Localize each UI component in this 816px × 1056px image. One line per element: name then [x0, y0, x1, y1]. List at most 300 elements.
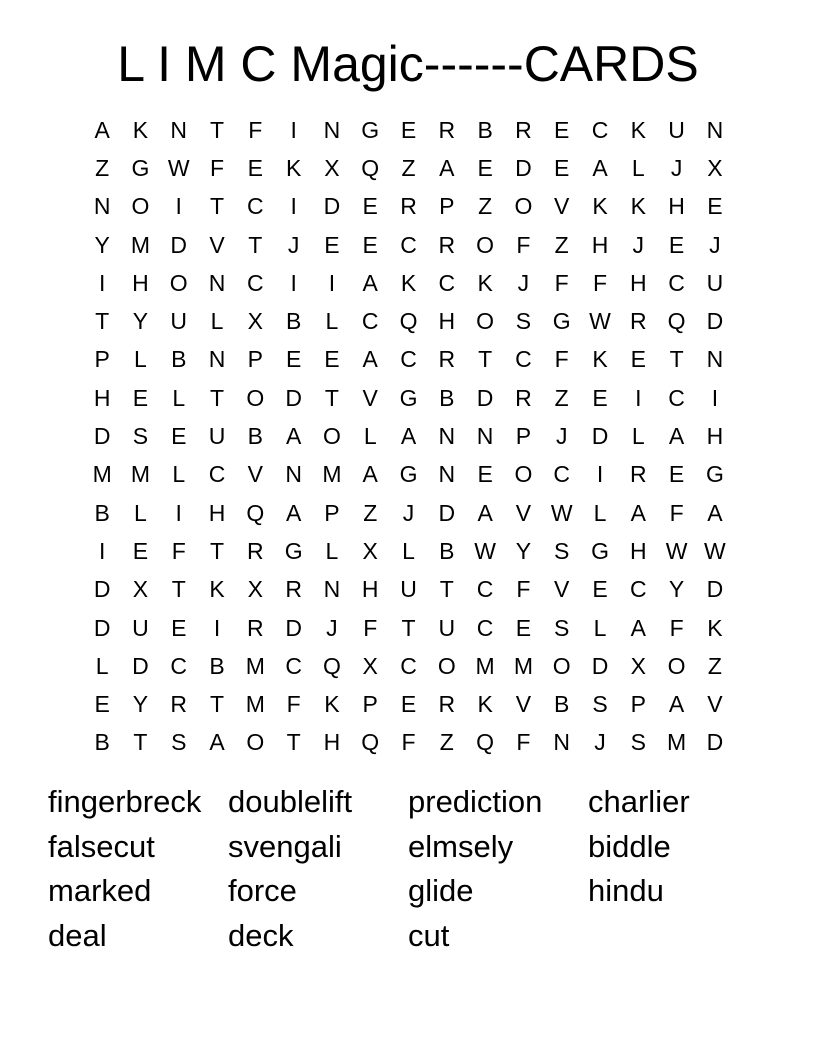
- grid-letter: X: [707, 154, 723, 181]
- grid-letter: F: [554, 346, 569, 373]
- grid-letter: R: [438, 116, 456, 143]
- grid-letter: I: [290, 269, 297, 296]
- grid-letter: H: [629, 269, 647, 296]
- grid-letter: C: [285, 652, 302, 679]
- grid-letter: M: [667, 729, 687, 756]
- grid-letter: N: [208, 269, 226, 296]
- grid-letter: I: [711, 384, 719, 411]
- grid-letter: C: [361, 308, 379, 335]
- grid-letter: T: [669, 346, 684, 373]
- word-list-item: marked: [48, 873, 152, 909]
- grid-letter: R: [515, 384, 532, 411]
- grid-letter: L: [134, 346, 147, 373]
- grid-letter: E: [554, 116, 570, 143]
- grid-letter: W: [704, 537, 726, 564]
- grid-letter: N: [706, 346, 724, 373]
- grid-letter: E: [515, 614, 532, 641]
- grid-letter: A: [630, 499, 646, 526]
- grid-letter: H: [208, 499, 226, 526]
- grid-letter: I: [98, 537, 106, 564]
- grid-letter: J: [402, 499, 415, 526]
- grid-letter: K: [477, 269, 493, 296]
- grid-letter: D: [93, 423, 111, 450]
- grid-letter: Q: [399, 308, 418, 335]
- word-search-grid: [83, 111, 734, 762]
- grid-letter: K: [630, 116, 646, 143]
- grid-letter: F: [669, 614, 684, 641]
- grid-letter: O: [514, 461, 533, 488]
- grid-letter: T: [210, 537, 225, 564]
- grid-letter: B: [477, 116, 493, 143]
- grid-letter: O: [246, 384, 265, 411]
- grid-letter: S: [132, 423, 149, 450]
- grid-letter: X: [132, 576, 149, 603]
- grid-letter: R: [400, 193, 417, 220]
- grid-letter: Z: [401, 154, 416, 181]
- grid-letter: T: [439, 576, 454, 603]
- grid-letter: A: [592, 154, 608, 181]
- grid-letter: C: [400, 652, 417, 679]
- grid-letter: N: [285, 461, 302, 488]
- grid-letter: P: [630, 691, 646, 718]
- grid-letter: D: [706, 308, 724, 335]
- grid-letter: A: [362, 269, 378, 296]
- grid-letter: L: [134, 499, 147, 526]
- grid-letter: V: [515, 499, 532, 526]
- grid-letter: Y: [515, 537, 532, 564]
- grid-letter: L: [172, 384, 186, 411]
- grid-letter: O: [437, 652, 456, 679]
- grid-letter: M: [130, 231, 151, 258]
- grid-letter: B: [209, 652, 225, 679]
- grid-letter: M: [322, 461, 342, 488]
- grid-letter: F: [210, 154, 225, 181]
- grid-letter: E: [171, 614, 187, 641]
- grid-letter: X: [324, 154, 340, 181]
- grid-letter: A: [285, 499, 302, 526]
- grid-letter: E: [285, 346, 302, 373]
- grid-letter: C: [170, 652, 188, 679]
- grid-letter: A: [630, 614, 646, 641]
- grid-letter: L: [325, 537, 339, 564]
- grid-letter: Q: [667, 308, 686, 335]
- grid-letter: E: [132, 537, 149, 564]
- grid-letter: P: [324, 499, 340, 526]
- grid-letter: T: [324, 384, 339, 411]
- grid-letter: T: [171, 576, 186, 603]
- grid-letter: U: [438, 614, 456, 641]
- grid-letter: W: [550, 499, 573, 526]
- grid-letter: R: [285, 576, 302, 603]
- word-list-item: doublelift: [228, 784, 353, 819]
- grid-letter: F: [554, 269, 569, 296]
- grid-letter: E: [400, 691, 417, 718]
- grid-letter: B: [554, 691, 570, 718]
- grid-letter: U: [132, 614, 149, 641]
- grid-letter: T: [210, 116, 225, 143]
- grid-letter: E: [247, 154, 263, 181]
- grid-letter: V: [554, 576, 570, 603]
- grid-letter: A: [94, 116, 110, 143]
- grid-letter: O: [131, 193, 150, 220]
- word-list-item: svengali: [228, 828, 342, 864]
- grid-letter: K: [477, 691, 493, 718]
- word-list-item: biddle: [588, 828, 671, 864]
- grid-letter: V: [515, 691, 532, 718]
- grid-letter: K: [592, 193, 608, 220]
- grid-letter: X: [362, 652, 378, 679]
- grid-letter: R: [629, 461, 647, 488]
- grid-letter: X: [247, 308, 263, 335]
- grid-letter: M: [130, 461, 151, 488]
- grid-letter: U: [208, 423, 226, 450]
- grid-letter: D: [93, 576, 111, 603]
- grid-letter: Q: [322, 652, 341, 679]
- grid-letter: S: [592, 691, 608, 718]
- grid-letter: A: [285, 423, 302, 450]
- grid-letter: C: [247, 269, 264, 296]
- page-title: L I M C Magic------CARDS: [117, 36, 699, 92]
- grid-letter: S: [630, 729, 646, 756]
- grid-letter: M: [475, 652, 495, 679]
- grid-letter: Q: [246, 499, 265, 526]
- grid-letter: Z: [95, 154, 110, 181]
- grid-letter: H: [93, 384, 111, 411]
- grid-letter: R: [629, 308, 647, 335]
- grid-letter: V: [209, 231, 225, 258]
- grid-letter: Z: [363, 499, 378, 526]
- grid-letter: D: [93, 614, 111, 641]
- grid-letter: Z: [478, 193, 493, 220]
- grid-letter: B: [285, 308, 302, 335]
- grid-letter: G: [399, 461, 418, 488]
- grid-letter: T: [401, 614, 416, 641]
- grid-letter: X: [247, 576, 263, 603]
- grid-letter: I: [290, 116, 297, 143]
- grid-letter: J: [594, 729, 606, 756]
- grid-letter: N: [170, 116, 188, 143]
- grid-letter: F: [516, 576, 531, 603]
- grid-letter: B: [94, 499, 110, 526]
- grid-letter: Z: [554, 384, 569, 411]
- grid-letter: H: [438, 308, 456, 335]
- grid-letter: O: [322, 423, 341, 450]
- grid-letter: N: [553, 729, 571, 756]
- word-list-item: deal: [48, 918, 107, 954]
- grid-letter: K: [209, 576, 225, 603]
- grid-letter: N: [93, 193, 111, 220]
- grid-letter: A: [362, 346, 378, 373]
- word-list-item: glide: [408, 873, 474, 909]
- grid-letter: L: [172, 461, 186, 488]
- grid-letter: J: [632, 231, 645, 258]
- grid-letter: D: [515, 154, 532, 181]
- grid-letter: I: [596, 461, 604, 488]
- grid-letter: T: [133, 729, 148, 756]
- grid-letter: V: [554, 193, 570, 220]
- grid-letter: U: [170, 308, 188, 335]
- grid-letter: R: [247, 614, 264, 641]
- grid-letter: D: [591, 652, 609, 679]
- grid-letter: I: [98, 269, 106, 296]
- grid-letter: A: [668, 691, 685, 718]
- grid-letter: F: [248, 116, 263, 143]
- grid-letter: H: [591, 231, 609, 258]
- grid-letter: E: [400, 116, 417, 143]
- grid-letter: O: [246, 729, 265, 756]
- grid-letter: P: [515, 423, 532, 450]
- grid-letter: M: [245, 652, 265, 679]
- grid-letter: D: [438, 499, 456, 526]
- grid-letter: N: [438, 423, 456, 450]
- grid-letter: I: [328, 269, 336, 296]
- grid-letter: E: [668, 461, 685, 488]
- grid-letter: V: [707, 691, 723, 718]
- grid-letter: J: [555, 423, 568, 450]
- grid-letter: J: [709, 231, 721, 258]
- grid-letter: T: [210, 384, 225, 411]
- grid-letter: E: [477, 461, 493, 488]
- grid-letter: S: [554, 614, 570, 641]
- grid-letter: E: [324, 231, 340, 258]
- grid-letter: H: [132, 269, 149, 296]
- grid-letter: P: [362, 691, 378, 718]
- grid-letter: O: [667, 652, 686, 679]
- grid-letter: I: [175, 193, 182, 220]
- grid-letter: A: [707, 499, 723, 526]
- grid-letter: J: [517, 269, 530, 296]
- grid-letter: K: [285, 154, 302, 181]
- grid-letter: L: [593, 614, 607, 641]
- grid-letter: E: [592, 384, 608, 411]
- grid-letter: G: [399, 384, 418, 411]
- grid-letter: K: [132, 116, 149, 143]
- grid-letter: R: [515, 116, 532, 143]
- grid-letter: E: [132, 384, 149, 411]
- grid-letter: L: [631, 154, 645, 181]
- grid-letter: G: [552, 308, 571, 335]
- grid-letter: K: [707, 614, 723, 641]
- grid-letter: D: [706, 576, 724, 603]
- word-list-item: cut: [408, 918, 450, 954]
- grid-letter: Z: [554, 231, 569, 258]
- grid-letter: F: [516, 729, 531, 756]
- grid-letter: A: [668, 423, 685, 450]
- grid-letter: B: [94, 729, 110, 756]
- grid-letter: E: [668, 231, 685, 258]
- grid-letter: X: [362, 537, 378, 564]
- grid-letter: T: [210, 691, 225, 718]
- grid-letter: N: [208, 346, 226, 373]
- grid-letter: V: [362, 384, 378, 411]
- grid-letter: A: [439, 154, 455, 181]
- grid-letter: C: [553, 461, 571, 488]
- grid-letter: I: [635, 384, 642, 411]
- grid-letter: A: [400, 423, 417, 450]
- word-list-item: elmsely: [408, 828, 514, 864]
- grid-letter: M: [245, 691, 265, 718]
- grid-letter: T: [95, 308, 110, 335]
- word-list-item: charlier: [588, 784, 690, 819]
- grid-letter: O: [169, 269, 188, 296]
- grid-letter: O: [514, 193, 533, 220]
- grid-letter: S: [171, 729, 187, 756]
- grid-letter: C: [668, 384, 685, 411]
- grid-letter: T: [248, 231, 263, 258]
- grid-letter: K: [324, 691, 340, 718]
- grid-letter: R: [438, 346, 456, 373]
- grid-letter: E: [592, 576, 608, 603]
- grid-letter: H: [323, 729, 341, 756]
- grid-letter: G: [591, 537, 609, 564]
- word-list-item: fingerbreck: [48, 784, 202, 819]
- word-list-item: falsecut: [48, 828, 155, 864]
- grid-letter: B: [439, 537, 455, 564]
- grid-letter: D: [706, 729, 724, 756]
- grid-letter: R: [170, 691, 188, 718]
- grid-letter: T: [286, 729, 301, 756]
- grid-letter: Y: [132, 308, 149, 335]
- grid-letter: C: [476, 614, 494, 641]
- grid-letter: U: [706, 269, 724, 296]
- grid-letter: D: [132, 652, 149, 679]
- grid-letter: O: [476, 231, 495, 258]
- grid-letter: P: [247, 346, 263, 373]
- grid-letter: D: [170, 231, 188, 258]
- grid-letter: E: [707, 193, 723, 220]
- grid-letter: L: [631, 423, 645, 450]
- grid-letter: C: [400, 231, 417, 258]
- grid-letter: Z: [439, 729, 454, 756]
- word-list-item: force: [228, 873, 297, 909]
- grid-letter: L: [325, 308, 339, 335]
- word-list-item: prediction: [408, 784, 543, 819]
- grid-letter: J: [670, 154, 683, 181]
- grid-letter: W: [589, 308, 611, 335]
- grid-letter: A: [362, 461, 378, 488]
- grid-letter: I: [213, 614, 221, 641]
- grid-letter: Q: [361, 729, 380, 756]
- grid-letter: G: [131, 154, 150, 181]
- grid-letter: K: [592, 346, 608, 373]
- grid-letter: T: [478, 346, 493, 373]
- grid-letter: O: [552, 652, 571, 679]
- grid-letter: E: [630, 346, 646, 373]
- grid-letter: V: [247, 461, 263, 488]
- grid-letter: D: [591, 423, 609, 450]
- grid-letter: D: [285, 384, 302, 411]
- grid-letter: C: [591, 116, 609, 143]
- grid-letter: W: [665, 537, 688, 564]
- word-list-item: hindu: [588, 873, 664, 909]
- grid-letter: K: [400, 269, 417, 296]
- grid-letter: G: [705, 461, 724, 488]
- grid-letter: A: [477, 499, 493, 526]
- grid-letter: L: [95, 652, 109, 679]
- grid-letter: U: [400, 576, 417, 603]
- grid-letter: S: [554, 537, 570, 564]
- grid-letter: F: [171, 537, 186, 564]
- grid-letter: F: [516, 231, 531, 258]
- grid-letter: C: [668, 269, 685, 296]
- grid-letter: E: [94, 691, 110, 718]
- grid-letter: O: [476, 308, 495, 335]
- grid-letter: P: [94, 346, 110, 373]
- grid-letter: G: [284, 537, 303, 564]
- grid-letter: E: [362, 231, 378, 258]
- grid-letter: L: [363, 423, 377, 450]
- grid-letter: Y: [94, 231, 110, 258]
- grid-letter: F: [286, 691, 301, 718]
- grid-letter: H: [668, 193, 685, 220]
- grid-letter: R: [247, 537, 264, 564]
- grid-letter: N: [323, 116, 341, 143]
- grid-letter: Y: [668, 576, 685, 603]
- grid-letter: E: [324, 346, 340, 373]
- grid-letter: I: [175, 499, 182, 526]
- grid-letter: M: [513, 652, 533, 679]
- grid-letter: C: [515, 346, 532, 373]
- grid-letter: I: [290, 193, 297, 220]
- grid-letter: D: [285, 614, 302, 641]
- grid-letter: Q: [361, 154, 380, 181]
- grid-letter: F: [592, 269, 608, 296]
- grid-letter: F: [363, 614, 378, 641]
- grid-letter: E: [171, 423, 187, 450]
- grid-letter: J: [287, 231, 300, 258]
- grid-letter: D: [476, 384, 494, 411]
- grid-letter: C: [400, 346, 417, 373]
- grid-letter: L: [210, 308, 224, 335]
- grid-letter: C: [476, 576, 494, 603]
- grid-letter: C: [247, 193, 264, 220]
- grid-letter: C: [438, 269, 456, 296]
- grid-letter: F: [401, 729, 416, 756]
- grid-letter: B: [171, 346, 187, 373]
- grid-letter: Y: [132, 691, 149, 718]
- grid-letter: N: [706, 116, 724, 143]
- grid-letter: J: [326, 614, 338, 641]
- grid-letter: H: [361, 576, 379, 603]
- grid-letter: H: [706, 423, 724, 450]
- grid-letter: X: [630, 652, 646, 679]
- grid-letter: N: [438, 461, 456, 488]
- grid-letter: T: [210, 193, 225, 220]
- grid-letter: E: [554, 154, 570, 181]
- word-list: [48, 782, 768, 961]
- grid-letter: R: [438, 231, 456, 258]
- grid-letter: B: [439, 384, 455, 411]
- grid-letter: K: [630, 193, 646, 220]
- grid-letter: P: [439, 193, 455, 220]
- grid-letter: M: [92, 461, 112, 488]
- grid-letter: W: [474, 537, 496, 564]
- grid-letter: S: [515, 308, 532, 335]
- grid-letter: A: [209, 729, 225, 756]
- grid-letter: C: [208, 461, 226, 488]
- grid-letter: E: [477, 154, 493, 181]
- grid-letter: U: [668, 116, 685, 143]
- grid-letter: F: [669, 499, 684, 526]
- grid-letter: N: [323, 576, 341, 603]
- grid-letter: E: [362, 193, 378, 220]
- grid-letter: Z: [707, 652, 722, 679]
- grid-letter: W: [167, 154, 190, 181]
- grid-letter: N: [476, 423, 494, 450]
- grid-letter: L: [402, 537, 415, 564]
- grid-letter: D: [323, 193, 341, 220]
- grid-letter: L: [593, 499, 607, 526]
